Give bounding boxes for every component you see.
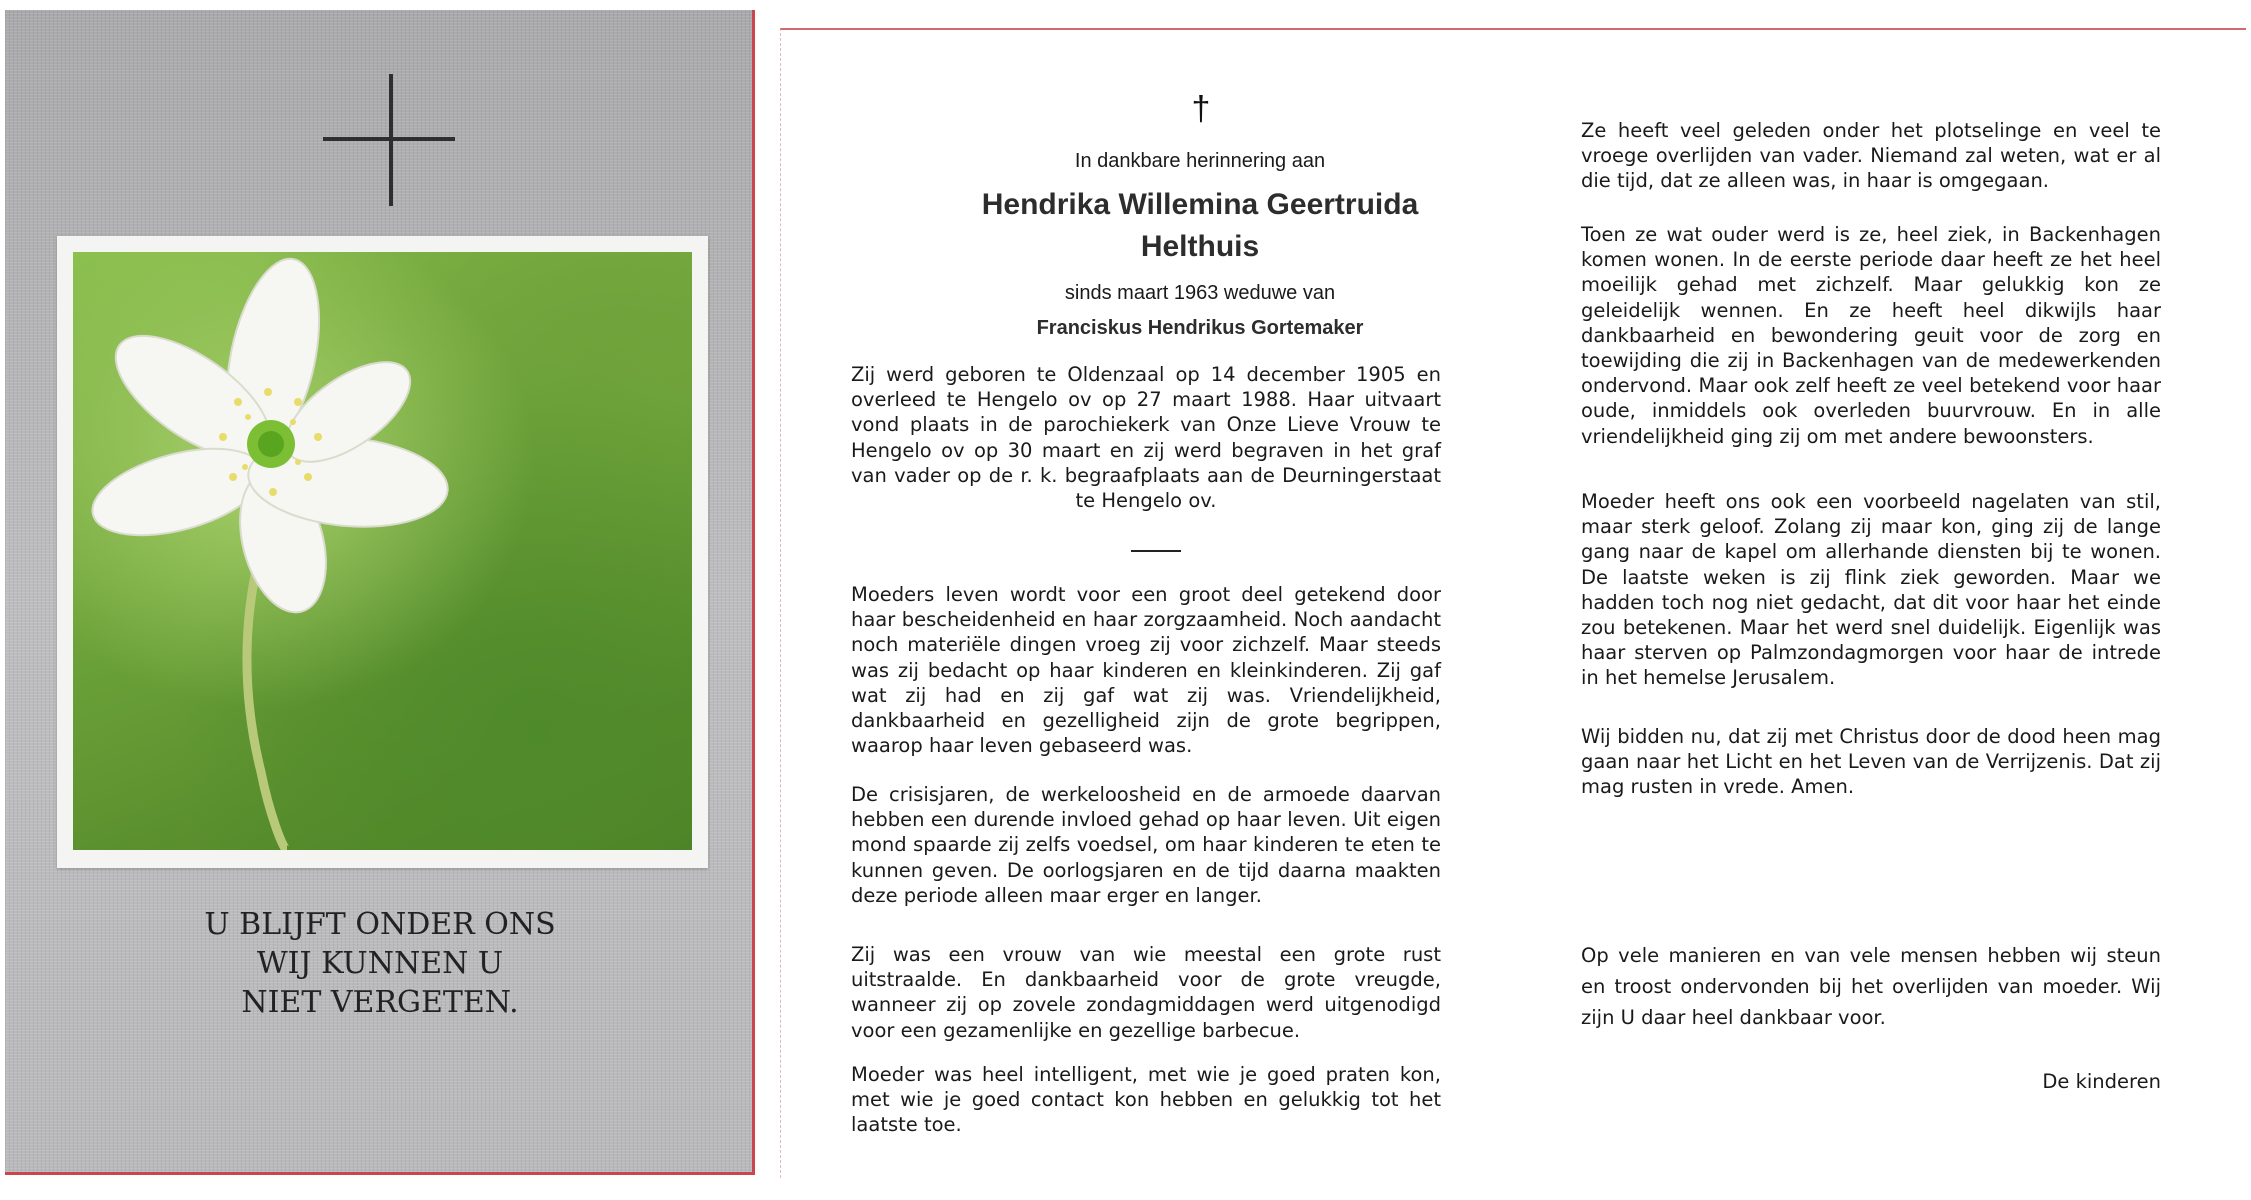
cover-text-line-3: NIET VERGETEN. — [241, 985, 519, 1020]
cross-icon-small: † — [1191, 90, 1211, 128]
right-paragraph-1: Ze heeft veel geleden onder het plotselinge en veel te vroege overlijden van vader. Niemand zal weten, wat er al die tijd, dat ze alleen was, in haar is omgegaan. — [1581, 119, 2161, 193]
cross-icon-bar — [323, 137, 455, 141]
flower-photo — [73, 252, 692, 850]
thanks-paragraph: Op vele manieren en van vele mensen hebben wij steun en troost ondervonden bij het overlijden van moeder. Wij zijn U daar heel dankbaar voor. — [1581, 944, 2161, 1029]
middle-paragraph-3: Zij was een vrouw van wie meestal een grote rust uitstraalde. En dankbaarheid voor de grote vreugde, wanneer zij op zovele zondagmiddagen werd uitgenodigd voor een gezamenlijke en gezellige barbecue. — [851, 943, 1441, 1042]
widow-line: sinds maart 1963 weduwe van — [1064, 282, 1336, 304]
photo-frame — [57, 236, 708, 868]
cover-text-line-1: U BLIJFT ONDER ONS — [204, 907, 556, 942]
cover-text-line-2: WIJ KUNNEN U — [256, 946, 504, 981]
right-paragraph-3: Moeder heeft ons ook een voorbeeld nagelaten van stil, maar sterk geloof. Zolang zij maar kon, ging zij de lange gang naar de kapel om allerhande diensten bij te wonen. De laatste weken is zij flink ziek geworden. Maar we hadden toch nog niet gedacht, dat dit voor haar het einde zou betekenen. Maar het werd snel duidelijk. Eigenlijk was haar sterven op Palmzondagmorgen voor haar de intrede in het hemelse Jerusalem. — [1581, 490, 2161, 690]
card-front-cover — [5, 10, 755, 1175]
middle-paragraph-1: Moeders leven wordt voor een groot deel getekend door haar bescheidenheid en haar zorgzaamheid. Noch aandacht noch materiële dingen vroeg zij voor zichzelf. Maar steeds was zij bedacht op haar kinderen en kleinkinderen. Zij gaf wat zij had en zij gaf wat zij was. Vriendelijkheid, dankbaarheid en gezelligheid zijn de grote begrippen, waarop haar leven gebaseerd was. — [851, 583, 1441, 758]
deceased-name: Hendrika Willemina Geertruida — [981, 188, 1419, 221]
middle-paragraph-2: De crisisjaren, de werkeloosheid en de armoede daarvan hebben een durende invloed gehad op haar leven. Uit eigen mond spaarde zij zelfs voedsel, om haar kinderen te eten te kunnen geven. De oorlogsjaren en de tijd daarna maakten deze periode alleen maar erger en langer. — [851, 783, 1441, 907]
right-paragraph-2: Toen ze wat ouder werd is ze, heel ziek, in Backenhagen komen wonen. In de eerste periode daar heeft ze het heel moeilijk gehad met zichzelf. Maar gelukkig kon ze geleidelijk wennen. En ze heeft heel dikwijls haar dankbaarheid en bewondering geuit voor de zorg en toewijding die zij in Backenhagen van de medewerkenden ondervond. Maar ook zelf heeft ze veel betekend voor haar oude, inmiddels ook overleden buurvrouw. En in alle vriendelijkheid ging zij om met andere bewoonsters. — [1581, 223, 2161, 448]
right-paragraph-4: Wij bidden nu, dat zij met Christus door de dood heen mag gaan naar het Licht en het Leven van de Verrijzenis. Dat zij mag rusten in vrede. Amen. — [1581, 725, 2161, 799]
intro-line: In dankbare herinnering aan — [1074, 150, 1326, 172]
spouse-name: Franciskus Hendrikus Gortemaker — [1036, 317, 1364, 339]
divider — [1131, 550, 1181, 552]
card-inner-spread — [780, 28, 2246, 1178]
deceased-surname: Helthuis — [1140, 230, 1260, 263]
white-flower-icon — [73, 252, 692, 850]
signoff: De kinderen — [2042, 1070, 2161, 1093]
middle-paragraph-4: Moeder was heel intelligent, met wie je goed praten kon, met wie je goed contact kon hebben en gelukkig tot het laatste toe. — [851, 1063, 1441, 1137]
biography-paragraph: Zij werd geboren te Oldenzaal op 14 december 1905 en overleed te Hengelo ov op 27 maart 1988. Haar uitvaart vond plaats in de parochiekerk van Onze Lieve Vrouw te Hengelo ov op 30 maart en zij werd begraven in het graf van vader op de r. k. begraafplaats aan de Deurningerstaat te Hengelo ov. — [851, 363, 1441, 513]
